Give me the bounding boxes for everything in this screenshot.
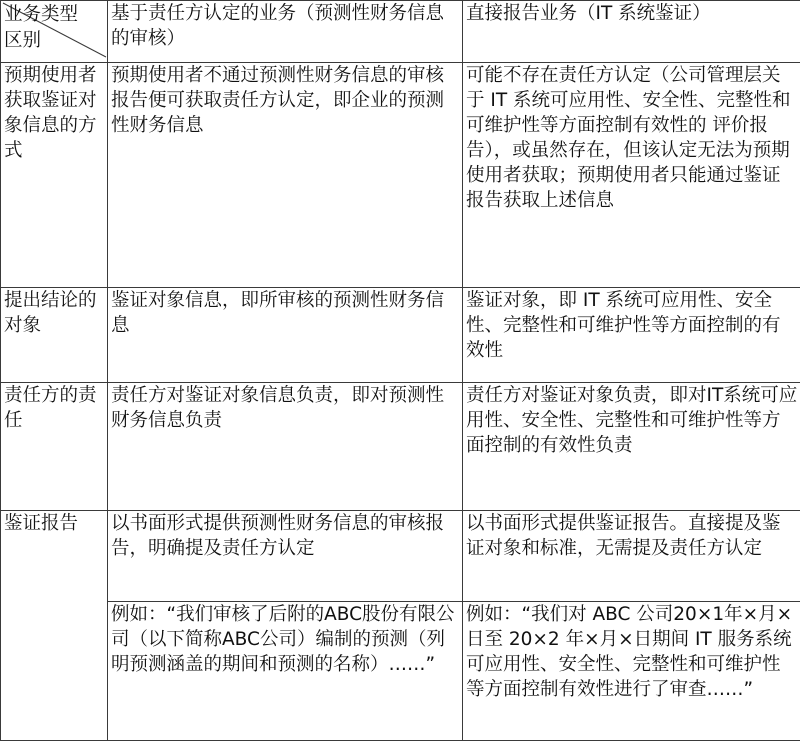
table-row [1, 288, 800, 383]
corner-header-cell [1, 1, 108, 63]
row-label: 责任方的责任 [1, 383, 108, 511]
row-col2: 鉴证对象，即 IT 系统可应用性、安全性、完整性和可维护性等方面控制的有效性 [463, 288, 800, 383]
table-row [1, 63, 800, 288]
corner-bottom-label: 区别 [4, 30, 42, 51]
row-col1: 以书面形式提供预测性财务信息的审核报告，明确提及责任方认定 [108, 511, 463, 602]
table-row [1, 602, 800, 741]
row-col1: 预期使用者不通过预测性财务信息的审核报告便可获取责任方认定，即企业的预测性财务信息 [108, 63, 463, 288]
row-col1: 责任方对鉴证对象信息负责，即对预测性财务信息负责 [108, 383, 463, 511]
header-col2: 直接报告业务（IT 系统鉴证） [463, 1, 800, 63]
header-row [1, 1, 800, 63]
row-col2: 可能不存在责任方认定（公司管理层关于 IT 系统可应用性、安全性、完整性和可维护性等方面控制有效性的 评价报告），或虽然存在，但该认定无法为预期使用者获取；预期使用者只能通过鉴证报告获取上述信息 [463, 63, 800, 288]
row-col2: 以书面形式提供鉴证报告。直接提及鉴证对象和标准，无需提及责任方认定 [463, 511, 800, 602]
row-label: 鉴证报告 [1, 511, 108, 741]
example-col2: 例如：“我们对 ABC 公司20×1年×月×日至 20×2 年×月×日期间 IT 服务系统可应用性、安全性、完整性和可维护性等方面控制有效性进行了审查……” [463, 602, 800, 741]
header-col1: 基于责任方认定的业务（预测性财务信息的审核） [108, 1, 463, 63]
example-col1: 例如：“我们审核了后附的ABC股份有限公司（以下简称ABC公司）编制的预测（列明预测涵盖的期间和预测的名称）……” [108, 602, 463, 741]
table-row [1, 383, 800, 511]
row-col2: 责任方对鉴证对象负责，即对IT系统可应用性、安全性、完整性和可维护性等方面控制的有效性负责 [463, 383, 800, 511]
corner-top-label: 业务类型 [4, 4, 79, 25]
row-label: 提出结论的对象 [1, 288, 108, 383]
table-row [1, 511, 800, 602]
row-label: 预期使用者获取鉴证对象信息的方式 [1, 63, 108, 288]
row-col1: 鉴证对象信息，即所审核的预测性财务信息 [108, 288, 463, 383]
